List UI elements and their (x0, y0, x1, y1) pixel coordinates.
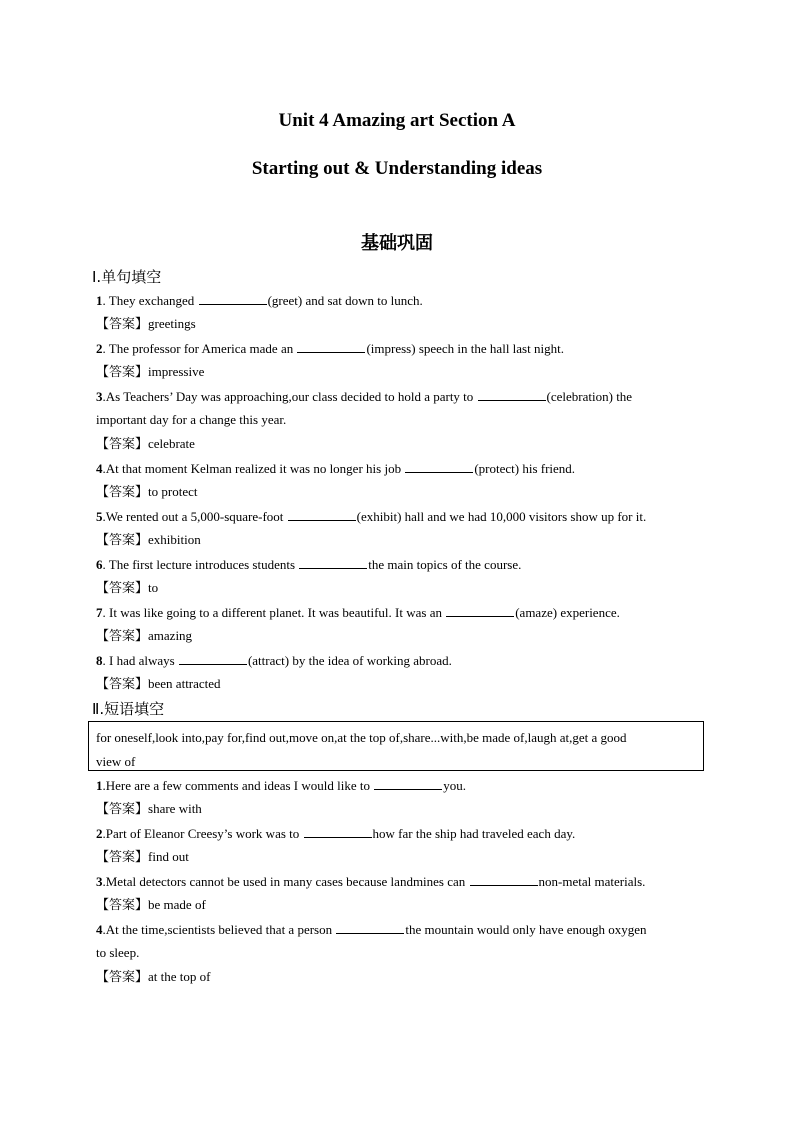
word-bank-line: view of (96, 754, 136, 769)
page-subtitle: Starting out & Understanding ideas (251, 158, 543, 179)
word-bank-line: for oneself,look into,pay for,find out,move on,at the top of,share...with,be made of,laugh at,get a good (96, 730, 627, 745)
phrase-answer-2: 【答案】find out (96, 849, 189, 865)
question-1: 1. They exchanged (greet) and sat down to lunch. (96, 293, 423, 308)
question-6: 6. The first lecture introduces students the main topics of the course. (96, 557, 522, 572)
phrase-question-2: 2.Part of Eleanor Creesy’s work was to how far the ship had traveled each day. (96, 826, 576, 841)
phrase-answer-3: 【答案】be made of (96, 897, 206, 913)
answer-2: 【答案】impressive (96, 364, 205, 380)
answer-blank (299, 556, 367, 569)
phrase-question-4: 4.At the time,scientists believed that a person the mountain would only have enough oxygen (96, 922, 647, 937)
answer-blank (297, 340, 365, 353)
question-2: 2. The professor for America made an (impress) speech in the hall last night. (96, 341, 564, 356)
question-3: 3.As Teachers’ Day was approaching,our class decided to hold a party to (celebration) the (96, 389, 633, 404)
answer-1: 【答案】greetings (96, 316, 196, 332)
answer-blank (374, 777, 442, 790)
phrase-question-4-cont: to sleep. (96, 945, 140, 960)
section2-label: Ⅱ.短语填空 (92, 700, 165, 718)
answer-4: 【答案】to protect (96, 484, 198, 500)
answer-blank (478, 388, 546, 401)
page-title: Unit 4 Amazing art Section A (278, 110, 516, 131)
answer-blank (336, 921, 404, 934)
answer-7: 【答案】amazing (96, 628, 193, 644)
phrase-question-3: 3.Metal detectors cannot be used in many cases because landmines can non-metal materials. (96, 874, 646, 889)
question-4: 4.At that moment Kelman realized it was no longer his job (protect) his friend. (96, 461, 576, 476)
answer-blank (405, 460, 473, 473)
phrase-answer-4: 【答案】at the top of (96, 969, 211, 985)
answer-blank (179, 652, 247, 665)
question-8: 8. I had always (attract) by the idea of working abroad. (96, 653, 452, 668)
answer-3: 【答案】celebrate (96, 436, 195, 452)
answer-5: 【答案】exhibition (96, 532, 201, 548)
section-heading: 基础巩固 (361, 233, 433, 254)
answer-blank (199, 292, 267, 305)
phrase-question-1: 1.Here are a few comments and ideas I would like to you. (96, 778, 466, 793)
answer-6: 【答案】to (96, 580, 159, 596)
phrase-answer-1: 【答案】share with (96, 801, 202, 817)
word-bank-box (88, 721, 704, 771)
section1-label: Ⅰ.单句填空 (92, 268, 162, 286)
answer-blank (288, 508, 356, 521)
question-3-cont: important day for a change this year. (96, 412, 287, 427)
answer-blank (304, 825, 372, 838)
answer-blank (470, 873, 538, 886)
answer-blank (446, 604, 514, 617)
answer-8: 【答案】been attracted (96, 676, 221, 692)
question-5: 5.We rented out a 5,000-square-foot (exhibit) hall and we had 10,000 visitors show up for it. (96, 509, 647, 524)
question-7: 7. It was like going to a different planet. It was beautiful. It was an (amaze) experience. (96, 605, 620, 620)
